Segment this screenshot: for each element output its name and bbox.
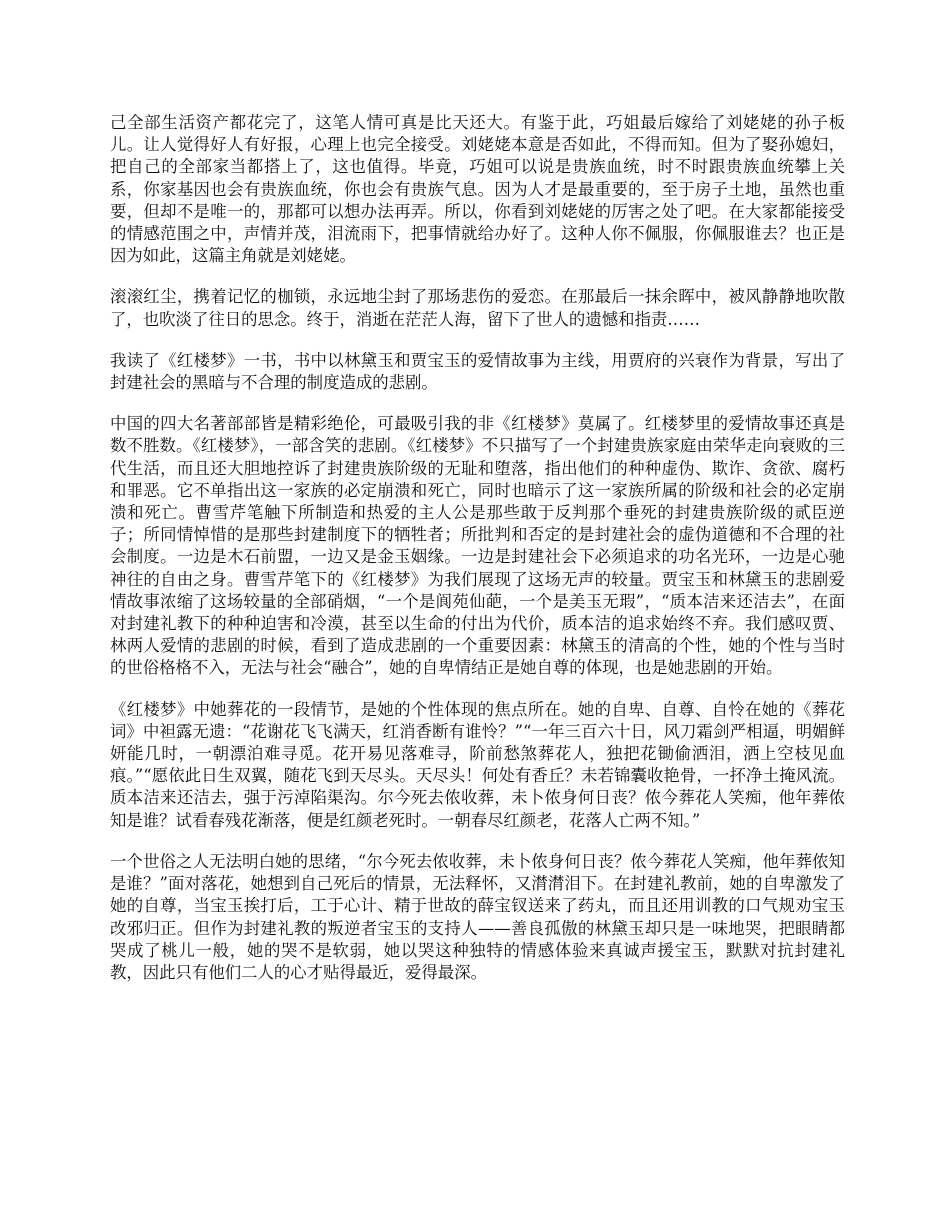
paragraph-5: 《红楼梦》中她葬花的一段情节，是她的个性体现的焦点所在。她的自卑、自尊、自怜在她的《葬花词》中袒露无遗：“花谢花飞飞满天，红消香断有谁怜？”“一年三百六十日，风刀霜剑严相逼，明媚鲜妍能几时，一朝漂泊难寻觅。花开易见落难寻，阶前愁煞葬花人，独把花锄偷洒泪，洒上空枝见血痕。”“愿依此日生双翼，随花飞到天尽头。天尽头！何处有香丘？未若锦囊收艳骨，一抔净土掩风流。质本洁来还洁去，强于污淖陷渠沟。尔今死去侬收葬，未卜侬身何日丧？侬今葬花人笑痴，他年葬侬知是谁？试看春残花渐落，便是红颜老死时。一朝春尽红颜老，花落人亡两不知。” (110, 699, 845, 830)
paragraph-4: 中国的四大名著部部皆是精彩绝伦，可最吸引我的非《红楼梦》莫属了。红楼梦里的爱情故事还真是数不胜数。《红楼梦》，一部含笑的悲剧。《红楼梦》不只描写了一个封建贵族家庭由荣华走向衰败的三代生活，而且还大胆地控诉了封建贵族阶级的无耻和堕落，指出他们的种种虚伪、欺诈、贪欲、腐朽和罪恶。它不单指出这一家族的必定崩溃和死亡，同时也暗示了这一家族所属的阶级和社会的必定崩溃和死亡。曹雪芹笔触下所制造和热爱的主人公是那些敢于反判那个垂死的封建贵族阶级的贰臣逆子；所同情悼惜的是那些封建制度下的牺牲者；所批判和否定的是封建社会的虚伪道德和不合理的社会制度。一边是木石前盟，一边又是金玉姻缘。一边是封建社会下必须追求的功名光环，一边是心驰神往的自由之身。曹雪芹笔下的《红楼梦》为我们展现了这场无声的较量。贾宝玉和林黛玉的悲剧爱情故事浓缩了这场较量的全部硝烟，“一个是阆苑仙葩，一个是美玉无瑕”，“质本洁来还洁去”，在面对封建礼教下的种种迫害和冷漠，甚至以生命的付出为代价，质本洁的追求始终不弃。我们感叹贾、林两人爱情的悲剧的时候，看到了造成悲剧的一个重要因素：林黛玉的清高的个性，她的个性与当时的世俗格格不入，无法与社会“融合”，她的自卑情结正是她自尊的体现，也是她悲剧的开始。 (110, 414, 845, 678)
paragraph-3: 我读了《红楼梦》一书，书中以林黛玉和贾宝玉的爱情故事为主线，用贾府的兴衰作为背景，写出了封建社会的黑暗与不合理的制度造成的悲剧。 (110, 350, 845, 393)
paragraph-2: 滚滚红尘，携着记忆的枷锁，永远地尘封了那场悲伤的爱恋。在那最后一抹余晖中，被风静静地吹散了，也吹淡了往日的思念。终于，消逝在茫茫人海，留下了世人的遗憾和指责…… (110, 287, 845, 329)
paragraph-6: 一个世俗之人无法明白她的思绪，“尔今死去侬收葬，未卜侬身何日丧？侬今葬花人笑痴，他年葬侬知是谁？”面对落花，她想到自己死后的情景，无法释怀，又潸潸泪下。在封建礼教前，她的自卑激发了她的自尊，当宝玉挨打后，工于心计、精于世故的薛宝钗送来了药丸，而且还用训教的口气规劝宝玉改邪归正。但作为封建礼教的叛逆者宝玉的支持人——善良孤傲的林黛玉却只是一味地哭，把眼睛都哭成了桃儿一般，她的哭不是软弱，她以哭这种独特的情感体验来真诚声援宝玉，默默对抗封建礼教，因此只有他们二人的心才贴得最近，爱得最深。 (110, 851, 845, 982)
paragraph-1: 己全部生活资产都花完了，这笔人情可真是比天还大。有鉴于此，巧姐最后嫁给了刘姥姥的孙子板儿。让人觉得好人有好报，心理上也完全接受。刘姥姥本意是否如此，不得而知。但为了娶孙媳妇，把自己的全部家当都搭上了，这也值得。毕竟，巧姐可以说是贵族血统，时不时跟贵族血统攀上关系，你家基因也会有贵族血统，你也会有贵族气息。因为人才是最重要的，至于房子土地，虽然也重要，但却不是唯一的，那都可以想办法再弄。所以，你看到刘姥姥的厉害之处了吧。在大家都能接受的情感范围之中，声情并茂，泪流雨下，把事情就给办好了。这种人你不佩服，你佩服谁去？也正是因为如此，这篇主角就是刘姥姥。 (110, 113, 845, 266)
document-page (110, 112, 845, 1003)
